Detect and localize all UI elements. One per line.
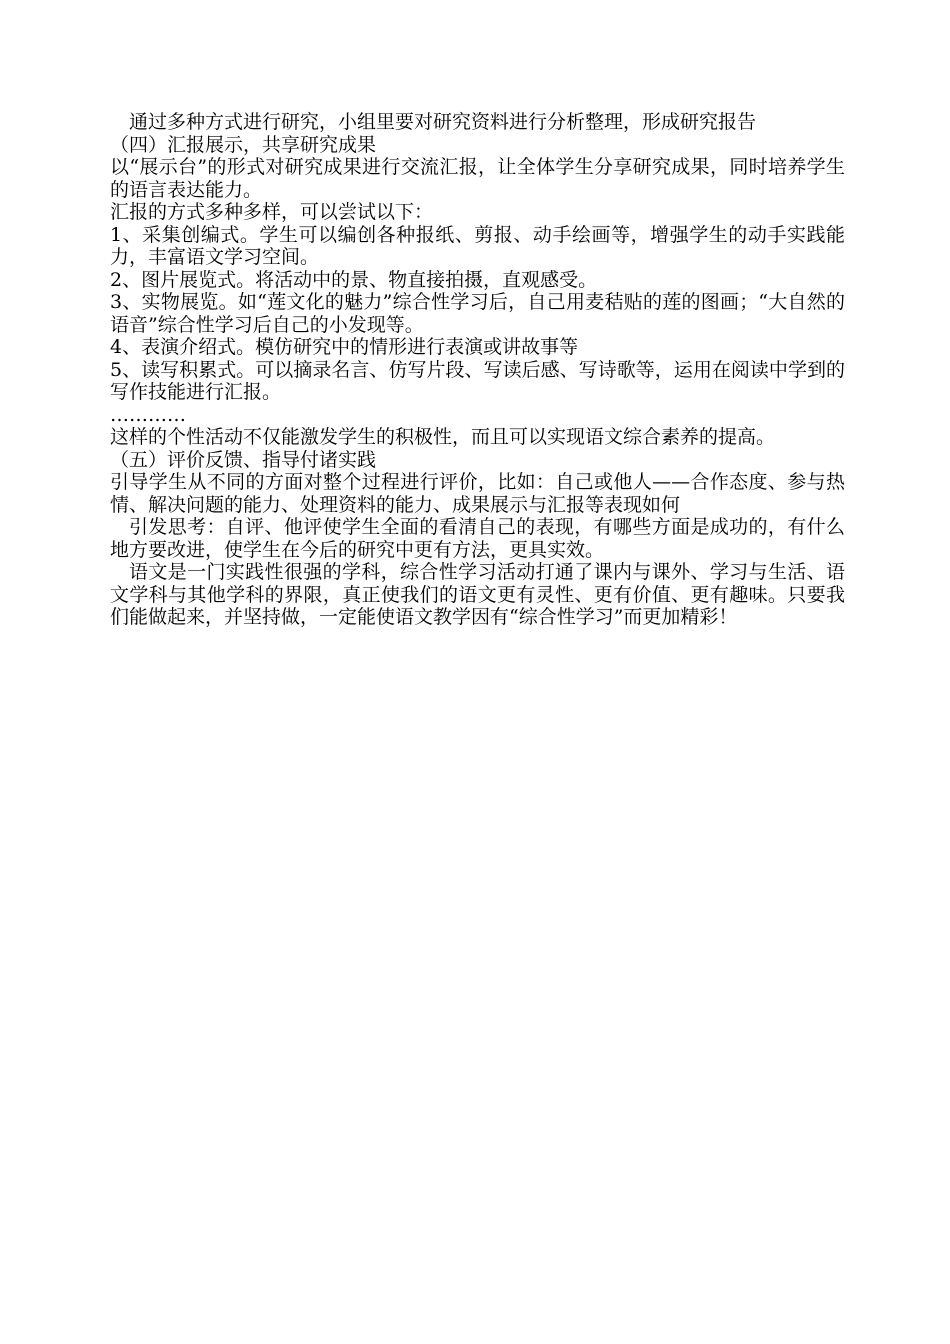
list-item-4: 4、表演介绍式。模仿研究中的情形进行表演或讲故事等: [110, 336, 579, 358]
paragraph-reflection: 引发思考：自评、他评使学生全面的看清自己的表现，有哪些方面是成功的，有什么地方要改进，使学生在今后的研究中更有方法，更具实效。: [110, 516, 845, 561]
document-body: [110, 111, 845, 629]
paragraph-conclusion: 语文是一门实践性很强的学科，综合性学习活动打通了课内与课外、学习与生活、语文学科与其他学科的界限，真正使我们的语文更有灵性、更有价值、更有趣味。只要我们能做起来，并坚持做，一定能使语文教学因有“综合性学习”而更加精彩！: [110, 561, 845, 628]
paragraph-activity-benefit: 这样的个性活动不仅能激发学生的积极性，而且可以实现语文综合素养的提高。: [110, 426, 776, 448]
paragraph-showcase: 以“展示台”的形式对研究成果进行交流汇报，让全体学生分享研究成果，同时培养学生的语言表达能力。: [110, 156, 845, 201]
heading-section-four: （四）汇报展示，共享研究成果: [110, 133, 377, 156]
paragraph-evaluation: 引导学生从不同的方面对整个过程进行评价，比如：自己或他人——合作态度、参与热情、解决问题的能力、处理资料的能力、成果展示与汇报等表现如何: [110, 471, 845, 516]
ellipsis-line: …………: [110, 403, 186, 426]
list-item-3: 3、实物展览。如“莲文化的魅力”综合性学习后，自己用麦秸贴的莲的图画；“大自然的语音”综合性学习后自己的小发现等。: [110, 291, 845, 336]
paragraph-report-methods: 汇报的方式多种多样，可以尝试以下：: [110, 201, 434, 223]
heading-section-five: （五）评价反馈、指导付诸实践: [110, 448, 377, 471]
list-item-2: 2、图片展览式。将活动中的景、物直接拍摄，直观感受。: [110, 268, 598, 291]
paragraph-research-report: 通过多种方式进行研究，小组里要对研究资料进行分析整理，形成研究报告: [129, 111, 757, 133]
list-item-5: 5、读写积累式。可以摘录名言、仿写片段、写读后感、写诗歌等，运用在阅读中学到的写作技能进行汇报。: [110, 358, 845, 403]
list-item-1: 1、采集创编式。学生可以编创各种报纸、剪报、动手绘画等，增强学生的动手实践能力，丰富语文学习空间。: [110, 223, 845, 268]
